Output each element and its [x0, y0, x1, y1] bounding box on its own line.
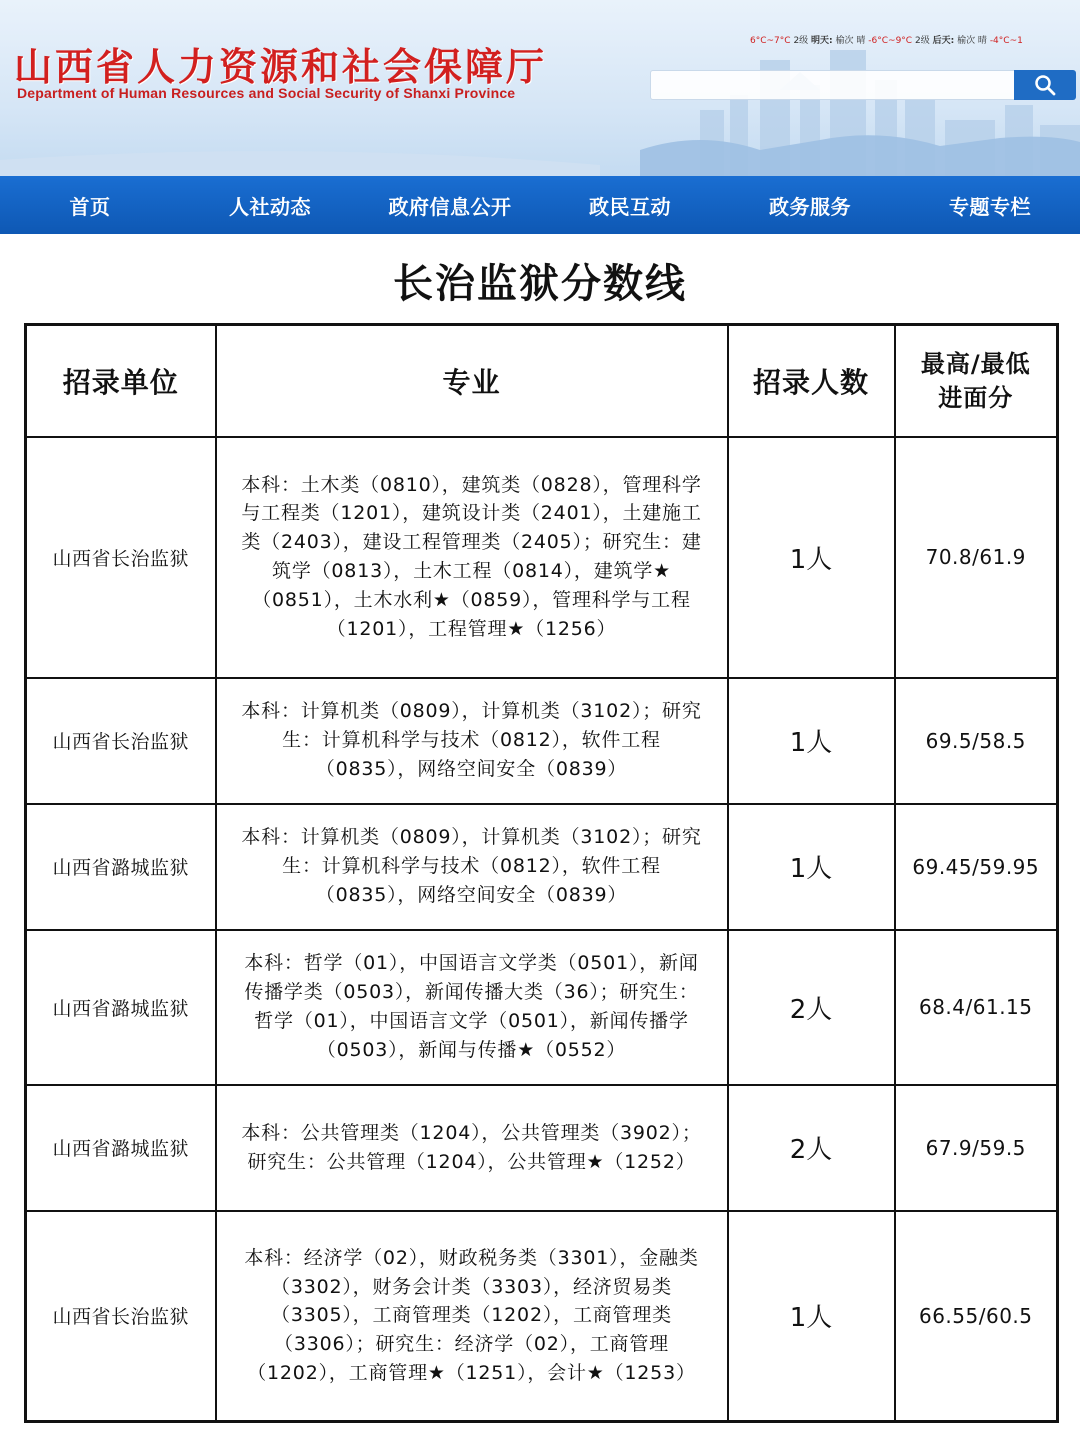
- cell-score: 70.8/61.9: [895, 437, 1058, 678]
- cell-score: 66.55/60.5: [895, 1211, 1058, 1422]
- table-row: [26, 678, 1058, 804]
- header-score-line2: 进面分: [938, 383, 1014, 412]
- cell-unit: 山西省潞城监狱: [26, 804, 216, 930]
- nav-item-topics[interactable]: 专题专栏: [949, 194, 1031, 219]
- search-button[interactable]: [1014, 70, 1076, 100]
- cell-count: 1人: [728, 678, 895, 804]
- table-row: [26, 804, 1058, 930]
- cell-unit: 山西省长治监狱: [26, 1211, 216, 1422]
- search-input[interactable]: [650, 70, 1016, 100]
- weather-tomorrow-desc: 榆次 晴: [835, 36, 866, 46]
- site-title[interactable]: 山西省人力资源和社会保障厅: [14, 44, 548, 89]
- site-banner: [0, 0, 1080, 176]
- header-major: 专业: [216, 325, 728, 437]
- weather-widget: [750, 33, 1080, 46]
- cell-major: 本科：计算机类（0809），计算机类（3102）；研究生：计算机科学与技术（0812），软件工程（0835），网络空间安全（0839）: [216, 678, 728, 804]
- cell-count: 1人: [728, 1211, 895, 1422]
- nav-item-interaction[interactable]: 政民互动: [589, 194, 671, 219]
- score-table: [24, 323, 1059, 1423]
- cell-major: 本科：经济学（02），财政税务类（3301），金融类（3302），财务会计类（3303），经济贸易类（3305），工商管理类（1202），工商管理类（3306）；研究生：经济学（02），工商管理（1202），工商管理★（1251），会计★（1253）: [216, 1211, 728, 1422]
- table-row: [26, 1211, 1058, 1422]
- table-row: [26, 437, 1058, 678]
- weather-after-label: 后天:: [932, 36, 955, 46]
- cell-unit: 山西省长治监狱: [26, 678, 216, 804]
- weather-tomorrow-label: 明天:: [811, 36, 833, 46]
- cell-score: 69.45/59.95: [895, 804, 1058, 930]
- cell-major: 本科：哲学（01），中国语言文学类（0501），新闻传播学类（0503），新闻传播大类（36）；研究生：哲学（01），中国语言文学（0501），新闻传播学（0503），新闻与传播★（0552）: [216, 930, 728, 1085]
- nav-item-home[interactable]: 首页: [69, 194, 111, 219]
- cell-count: 2人: [728, 930, 895, 1085]
- nav-item-news[interactable]: 人社动态: [229, 194, 311, 219]
- weather-today-temp: 6°C~7°C: [750, 36, 791, 46]
- cell-count: 1人: [728, 804, 895, 930]
- site-subtitle: Department of Human Resources and Social Security of Shanxi Province: [17, 85, 516, 101]
- main-nav: [0, 176, 1080, 234]
- header-score-line1: 最高/最低: [920, 349, 1031, 378]
- table-row: [26, 930, 1058, 1085]
- header-count: 招录人数: [728, 325, 895, 437]
- cell-major: 本科：土木类（0810），建筑类（0828），管理科学与工程类（1201），建筑设计类（2401），土建施工类（2403），建设工程管理类（2405）；研究生：建筑学（0813），土木工程（0814），建筑学★（0851），土木水利★（0859），管理科学与工程（1201），工程管理★（1256）: [216, 437, 728, 678]
- header-unit: 招录单位: [26, 325, 216, 437]
- weather-today-desc: 2级: [793, 36, 809, 46]
- nav-item-info-disclosure[interactable]: 政府信息公开: [388, 194, 512, 219]
- weather-after-desc: 榆次 晴: [957, 36, 987, 46]
- page-title: 长治监狱分数线: [393, 261, 687, 307]
- weather-tomorrow-wind: 2级: [914, 36, 930, 46]
- cell-unit: 山西省潞城监狱: [26, 930, 216, 1085]
- weather-tomorrow-temp: -6°C~9°C: [868, 36, 913, 46]
- header-score: [895, 325, 1058, 437]
- weather-after-temp: -4°C~1: [989, 36, 1023, 46]
- cell-major: 本科：计算机类（0809），计算机类（3102）；研究生：计算机科学与技术（0812），软件工程（0835），网络空间安全（0839）: [216, 804, 728, 930]
- cell-unit: 山西省长治监狱: [26, 437, 216, 678]
- search-icon: [1034, 74, 1056, 96]
- cell-score: 68.4/61.15: [895, 930, 1058, 1085]
- cell-major: 本科：公共管理类（1204），公共管理类（3902）；研究生：公共管理（1204），公共管理★（1252）: [216, 1085, 728, 1211]
- cell-score: 67.9/59.5: [895, 1085, 1058, 1211]
- cell-count: 1人: [728, 437, 895, 678]
- cell-score: 69.5/58.5: [895, 678, 1058, 804]
- cell-count: 2人: [728, 1085, 895, 1211]
- nav-item-services[interactable]: 政务服务: [769, 194, 851, 219]
- table-row: [26, 1085, 1058, 1211]
- cell-unit: 山西省潞城监狱: [26, 1085, 216, 1211]
- table-header-row: [26, 325, 1058, 437]
